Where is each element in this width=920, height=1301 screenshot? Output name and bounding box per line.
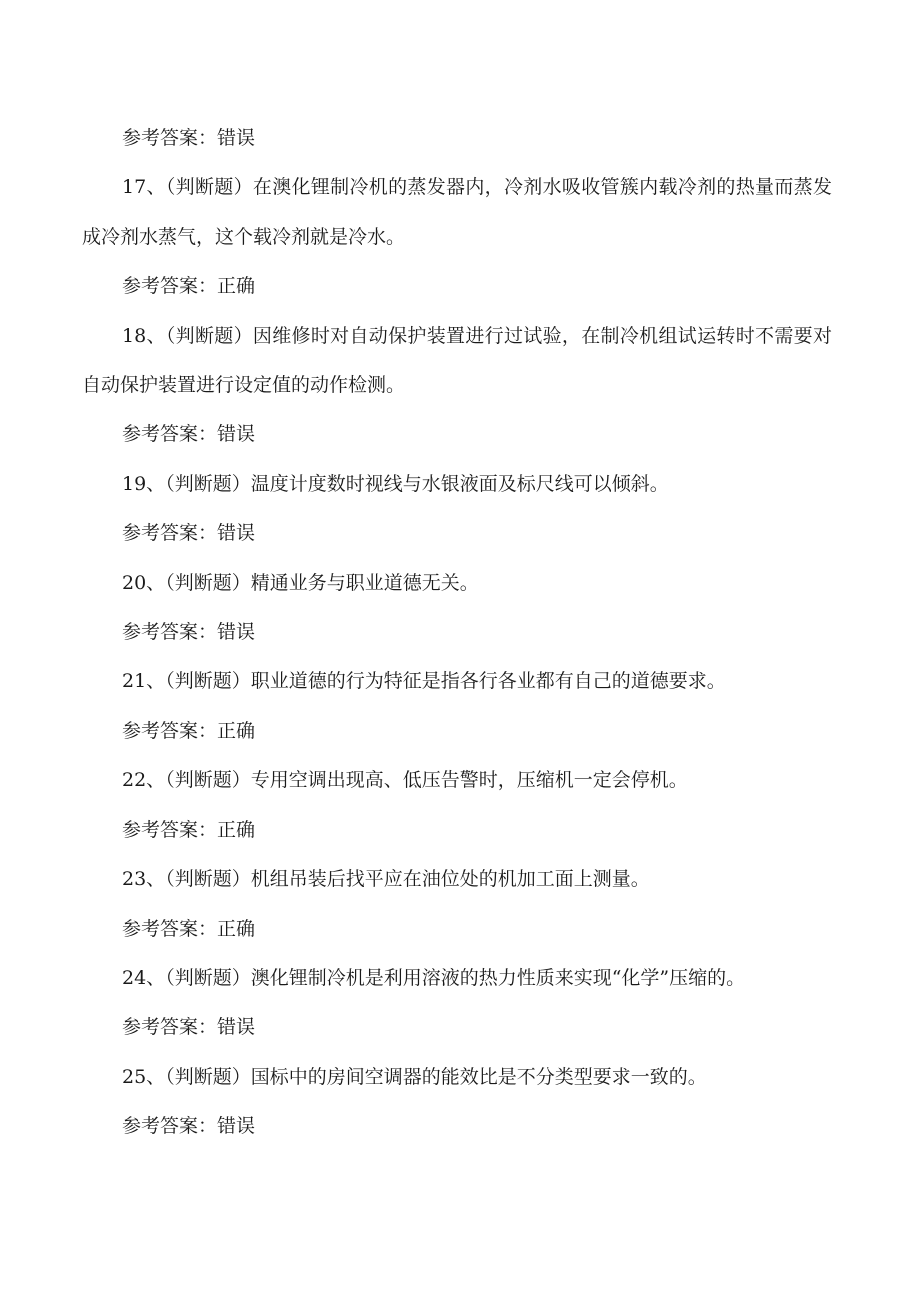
answer-line: [82, 114, 832, 163]
answer-label: 参考答案：: [122, 818, 218, 841]
answer-value: 错误: [217, 1016, 256, 1039]
answer-line: [82, 905, 832, 954]
question-21: [82, 657, 832, 706]
question-text: 因维修时对自动保护装置进行过试验，在制冷机组试运转时不需要对自动保护装置进行设定值的动作检测。: [82, 324, 832, 397]
answer-value: 错误: [217, 522, 256, 545]
question-type: （判断题）: [165, 966, 251, 989]
answer-label: 参考答案：: [122, 275, 218, 298]
answer-line: [82, 262, 832, 311]
question-24: [82, 954, 832, 1003]
answer-line: [82, 806, 832, 855]
answer-label: 参考答案：: [122, 522, 218, 545]
answer-line: [82, 1003, 832, 1052]
answer-line: [82, 1102, 832, 1151]
question-number: 23、: [122, 868, 166, 891]
answer-label: 参考答案：: [122, 423, 218, 446]
question-number: 20、: [122, 571, 166, 594]
question-number: 25、: [122, 1065, 166, 1088]
question-text: 温度计度数时视线与水银液面及标尺线可以倾斜。: [250, 472, 669, 495]
answer-value: 正确: [217, 818, 256, 841]
question-number: 24、: [122, 966, 166, 989]
question-text: 澳化锂制冷机是利用溶液的热力性质来实现“化学”压缩的。: [250, 966, 746, 989]
question-22: [82, 756, 832, 805]
question-number: 18、: [122, 324, 166, 347]
question-number: 22、: [122, 769, 166, 792]
question-type: （判断题）: [165, 472, 251, 495]
question-number: 21、: [122, 670, 166, 693]
question-number: 17、: [122, 176, 166, 199]
question-type: （判断题）: [165, 769, 251, 792]
answer-line: [82, 707, 832, 756]
answer-value: 错误: [217, 423, 256, 446]
question-text: 机组吊装后找平应在油位处的机加工面上测量。: [250, 868, 650, 891]
question-type: （判断题）: [165, 571, 251, 594]
answer-label: 参考答案：: [122, 917, 218, 940]
question-number: 19、: [122, 472, 166, 495]
question-text: 在澳化锂制冷机的蒸发器内，冷剂水吸收管簇内载冷剂的热量而蒸发成冷剂水蒸气，这个载冷剂就是冷水。: [82, 176, 832, 248]
question-20: [82, 559, 832, 608]
question-text: 专用空调出现高、低压告警时，压缩机一定会停机。: [250, 769, 688, 792]
question-18: [82, 312, 832, 411]
question-text: 国标中的房间空调器的能效比是不分类型要求一致的。: [250, 1065, 707, 1088]
question-text: 精通业务与职业道德无关。: [250, 571, 479, 594]
question-17: [82, 163, 832, 262]
answer-label: 参考答案：: [122, 719, 218, 742]
question-19: [82, 460, 832, 509]
answer-value: 错误: [217, 1115, 256, 1138]
question-25: [82, 1053, 832, 1102]
question-type: （判断题）: [165, 868, 251, 891]
answer-line: [82, 410, 832, 459]
question-type: （判断题）: [165, 1065, 251, 1088]
answer-value: 正确: [217, 917, 256, 940]
answer-label: 参考答案：: [122, 1115, 218, 1138]
question-type: （判断题）: [165, 670, 251, 693]
answer-value: 正确: [217, 275, 256, 298]
question-23: [82, 855, 832, 904]
answer-value: 错误: [217, 621, 256, 644]
answer-value: 正确: [217, 719, 256, 742]
question-list: [82, 114, 832, 1152]
answer-label: 参考答案：: [122, 621, 218, 644]
answer-label: 参考答案：: [122, 1016, 218, 1039]
question-type: （判断题）: [165, 324, 253, 347]
question-text: 职业道德的行为特征是指各行各业都有自己的道德要求。: [250, 670, 726, 693]
question-type: （判断题）: [165, 176, 253, 199]
answer-value: 错误: [217, 127, 256, 149]
answer-label: 参考答案：: [122, 127, 218, 149]
answer-line: [82, 608, 832, 657]
answer-line: [82, 509, 832, 558]
